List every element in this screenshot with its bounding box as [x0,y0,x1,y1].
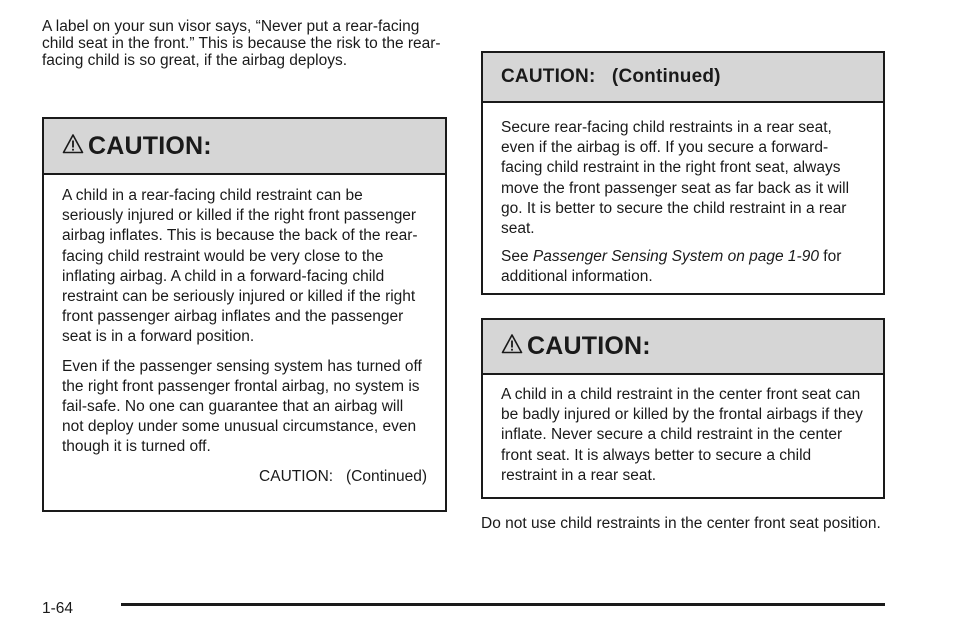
caution-box-continued [481,51,885,295]
cross-reference-link[interactable]: Passenger Sensing System on page 1-90 [532,248,819,266]
caution-body [44,175,445,487]
caution-box-rear-facing [42,117,447,512]
caution-title: CAUTION: [527,332,651,360]
caution-title: CAUTION: [88,131,212,160]
caution-paragraph-1: A child in a child restraint in the center front seat can be badly injured or killed by the frontal airbags if they inflate. Never secure a child restraint in the center front seat. It is always better to secure a child restraint in a rear seat. [501,386,863,484]
caution-header [44,119,445,175]
see-suffix: for additional information. [501,248,842,286]
caution-header [483,320,883,375]
see-prefix: See [501,248,533,266]
footer-rule [121,603,885,606]
caution-body [483,375,883,486]
caution-box-center-seat [481,318,885,499]
caution-body [483,103,883,288]
caution-paragraph-1: A child in a rear-facing child restraint can be seriously injured or killed if the right front passenger airbag inflates. This is because the back of the rear-facing child restraint would be very close to the inflating airbag. A child in a forward-facing child restraint can be seriously injured or killed if the right front passenger airbag inflates and the passenger seat is in a forward position. [62,187,418,346]
page-number: 1-64 [42,600,74,617]
see-also-paragraph [501,247,865,287]
warning-triangle-icon [501,333,523,360]
intro-paragraph: A label on your sun visor says, “Never put a rear-facing child seat in the front.” This is because the risk to the rear-facing child is so great, if the airbag deploys. [42,18,441,69]
warning-triangle-icon [62,133,84,160]
caution-paragraph-1: Secure rear-facing child restraints in a rear seat, even if the airbag is off. If you secure a forward-facing child restraint in the right front seat, always move the front passenger seat as far back as it will go. It is better to secure the child restraint in a rear seat. [501,119,850,238]
caution-continued-title: CAUTION: (Continued) [501,66,721,87]
caution-paragraph-2: Even if the passenger sensing system has turned off the right front passenger frontal airbag, no system is fail-safe. No one can guarantee that an airbag will not deploy under some unusual circumstance, even though it is turned off. [62,357,422,456]
left-column [42,0,447,485]
caution-continued-label: CAUTION: (Continued) [259,467,427,485]
caution-header [483,53,883,103]
outro-paragraph: Do not use child restraints in the center front seat position. [481,515,881,532]
